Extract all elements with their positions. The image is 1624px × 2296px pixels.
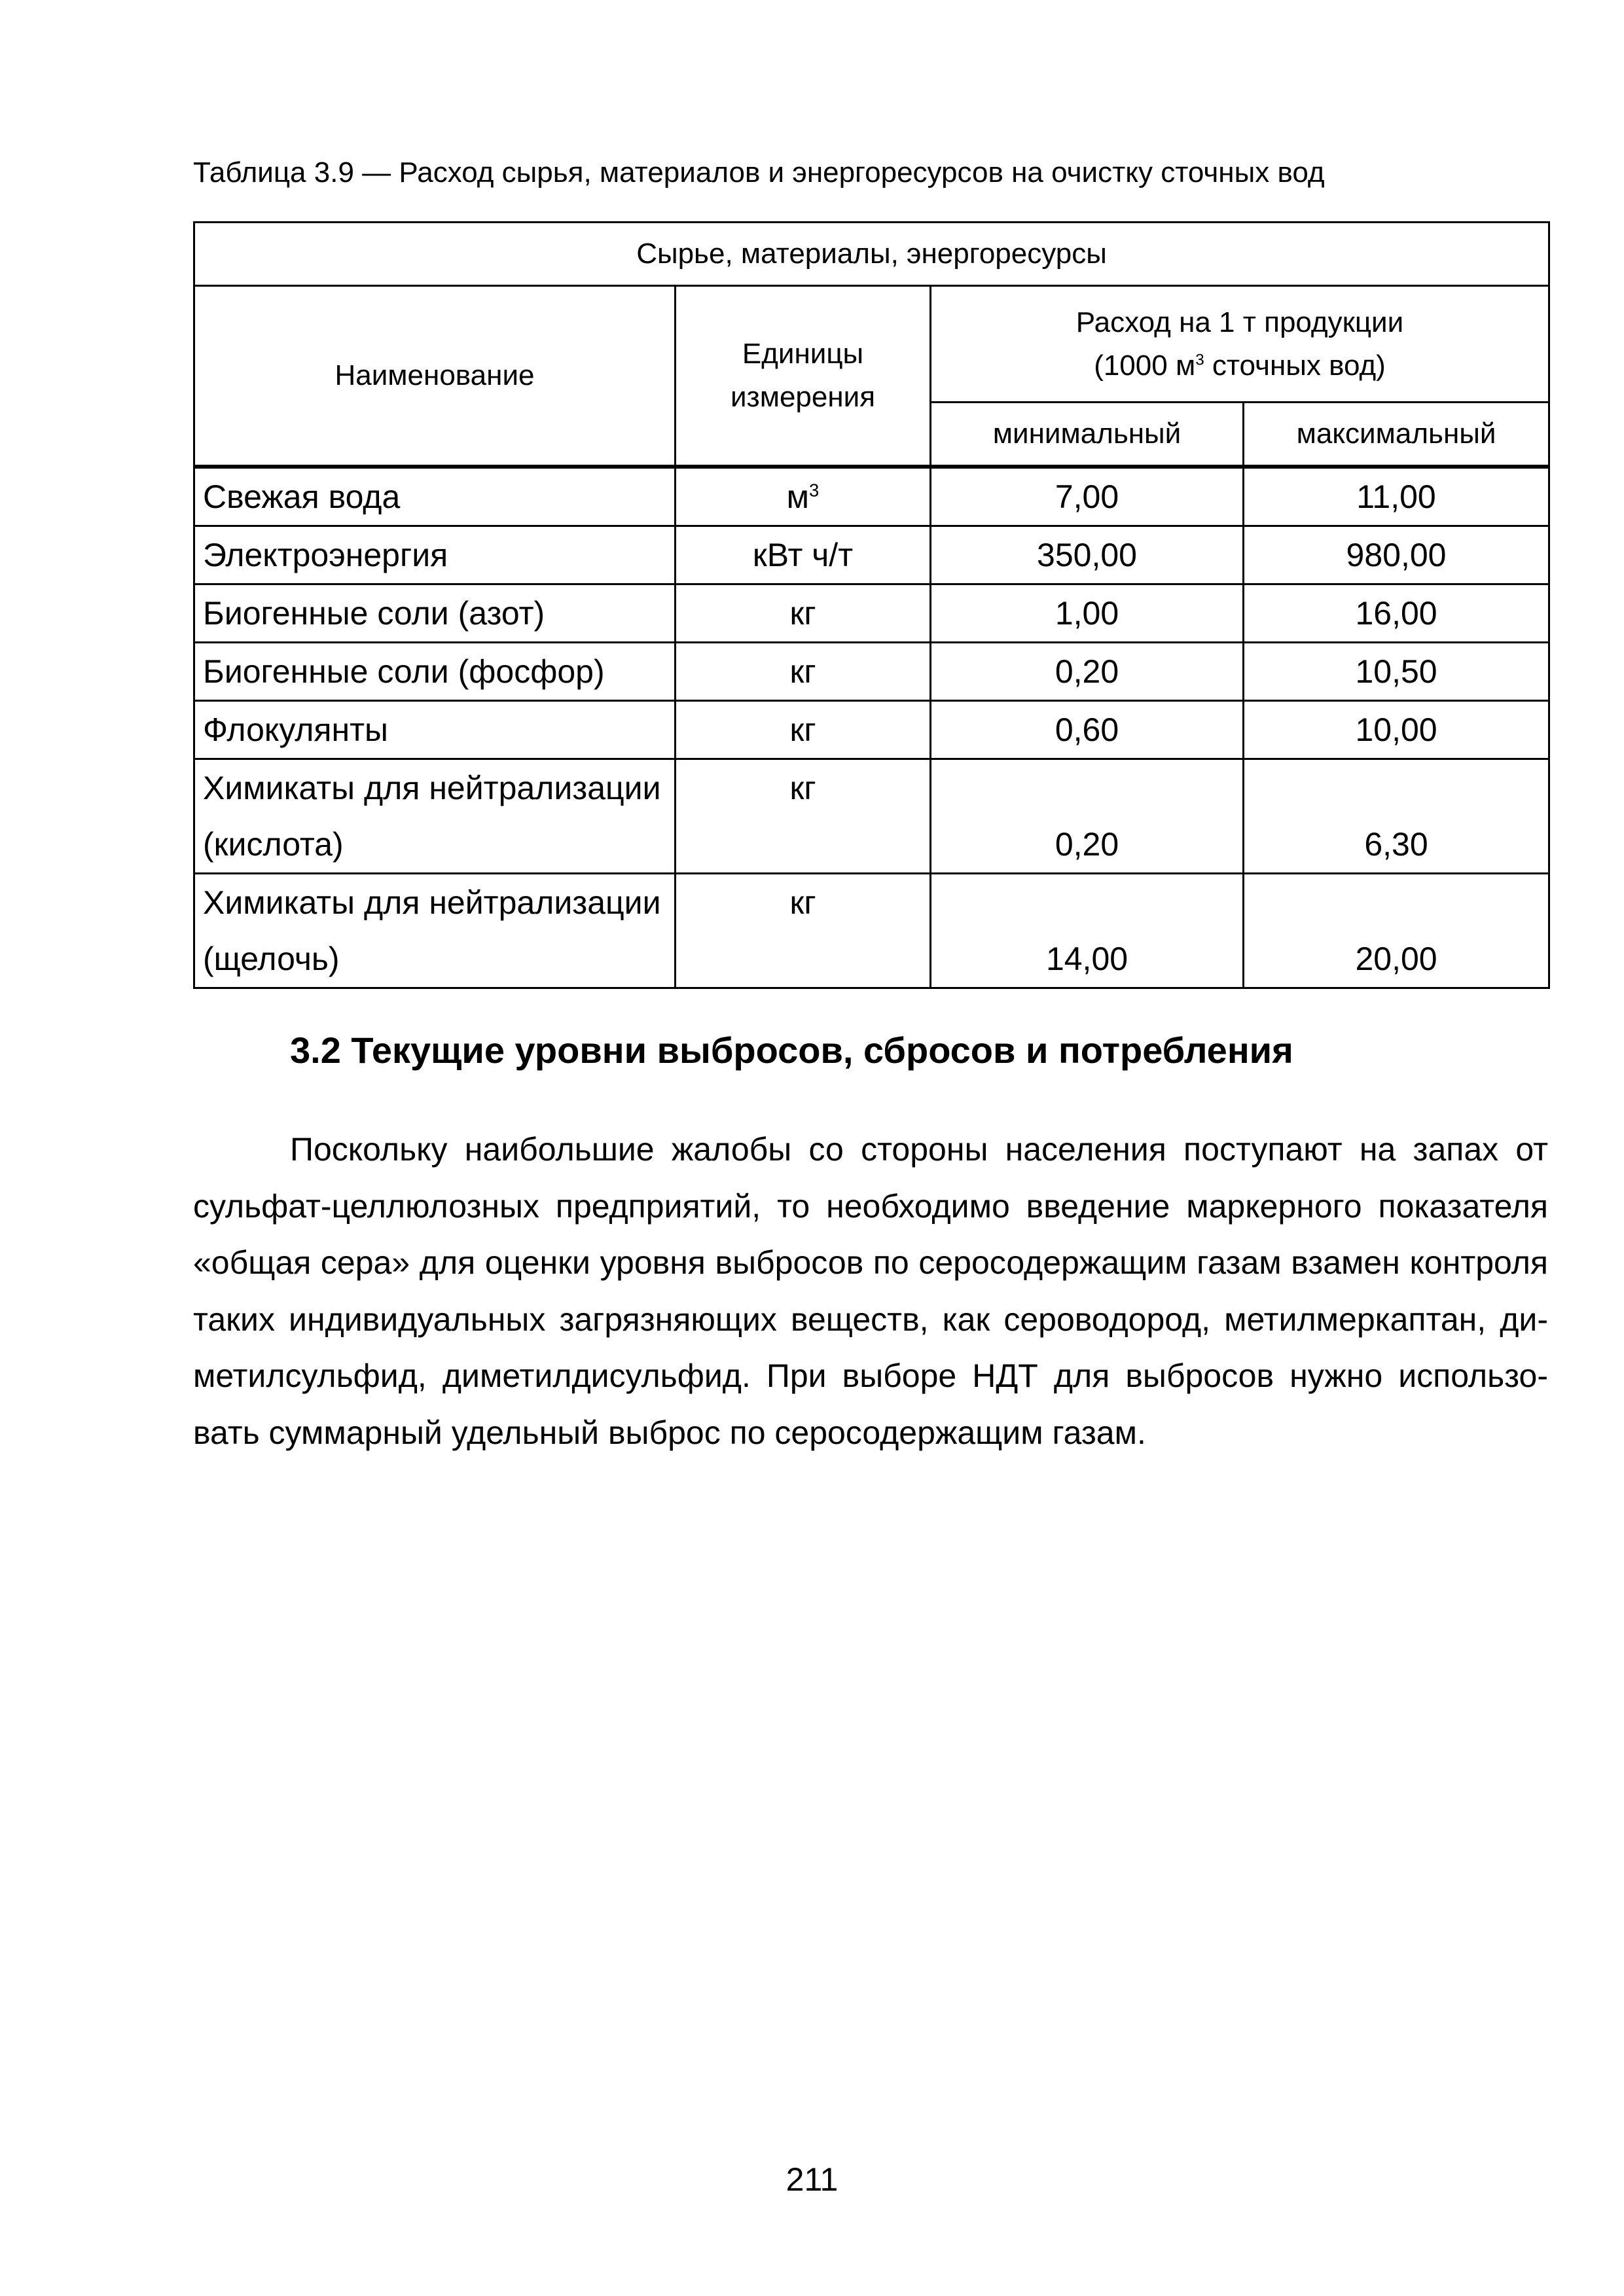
row-name: Свежая вода	[194, 467, 676, 526]
section-heading: 3.2 Текущие уровни выбросов, сбросов и потребления	[290, 1030, 1293, 1071]
row-unit: кВт ч/т	[676, 526, 931, 584]
column-header-rate-line1: Расход на 1 т продукции	[1075, 306, 1404, 338]
row-name: Биогенные соли (азот)	[194, 584, 676, 642]
column-header-max: максимальный	[1244, 403, 1549, 467]
row-unit: $м^3$	[676, 467, 931, 526]
table-header-row	[194, 286, 1549, 403]
row-min: 350,00	[931, 526, 1244, 584]
row-unit: кг	[676, 642, 931, 700]
row-name-line2: (щелочь)	[203, 940, 340, 977]
row-max: 11,00	[1244, 467, 1549, 526]
row-unit: кг	[676, 873, 931, 988]
row-name-line1: Химикаты для нейтрализации	[203, 769, 661, 806]
row-unit: кг	[676, 759, 931, 873]
table-row	[194, 642, 1549, 700]
row-min: 7,00	[931, 467, 1244, 526]
table-row	[194, 759, 1549, 873]
row-min: 14,00	[931, 873, 1244, 988]
body-paragraph: Поскольку наибольшие жалобы со стороны населения поступают на запах от сульфат-целлюлозных предприятий, то необходимо введение маркерного показателя «общая сера» для оценки уровня выбросов по серосодержащим газам взамен контроля таких индивидуальных загрязняющих веществ, как сероводород, метилмеркаптан, диметилсульфид, диметилдисульфид. При выборе НДТ для выбросов нужно использовать суммарный удельный выброс по серосодержащим газам.	[193, 1131, 1548, 1451]
row-unit: кг	[676, 584, 931, 642]
row-unit: кг	[676, 700, 931, 759]
row-name: Биогенные соли (фосфор)	[194, 642, 676, 700]
row-name	[194, 759, 676, 873]
row-max: 20,00	[1244, 873, 1549, 988]
column-header-unit-line2: измерения	[730, 380, 876, 413]
row-max: 10,00	[1244, 700, 1549, 759]
row-name: Флокулянты	[194, 700, 676, 759]
row-name-line1: Химикаты для нейтрализации	[203, 884, 661, 921]
table-row	[194, 873, 1549, 988]
row-max: 980,00	[1244, 526, 1549, 584]
row-name	[194, 873, 676, 988]
row-name-line2: (кислота)	[203, 825, 344, 863]
table-row	[194, 700, 1549, 759]
row-max: 10,50	[1244, 642, 1549, 700]
row-min: 0,20	[931, 642, 1244, 700]
table-header-row	[194, 223, 1549, 286]
column-header-rate-line2: (1000 $м^3$ сточных вод)	[1094, 349, 1386, 382]
row-min: 0,60	[931, 700, 1244, 759]
column-header-unit	[676, 286, 931, 467]
column-header-rate	[931, 286, 1549, 403]
table-row	[194, 526, 1549, 584]
row-max: 16,00	[1244, 584, 1549, 642]
table-row	[194, 584, 1549, 642]
column-header-unit-line1: Единицы	[742, 337, 864, 370]
row-min: 1,00	[931, 584, 1244, 642]
row-max: 6,30	[1244, 759, 1549, 873]
group-header-cell: Сырье, материалы, энергоресурсы	[194, 223, 1549, 286]
row-min: 0,20	[931, 759, 1244, 873]
page-number: 211	[785, 2161, 839, 2198]
row-name: Электроэнергия	[194, 526, 676, 584]
table-row	[194, 467, 1549, 526]
column-header-name: Наименование	[194, 286, 676, 467]
consumption-table	[193, 221, 1550, 989]
column-header-min: минимальный	[931, 403, 1244, 467]
table-caption: Таблица 3.9 — Расход сырья, материалов и энергоресурсов на очистку сточных вод	[193, 156, 1325, 188]
